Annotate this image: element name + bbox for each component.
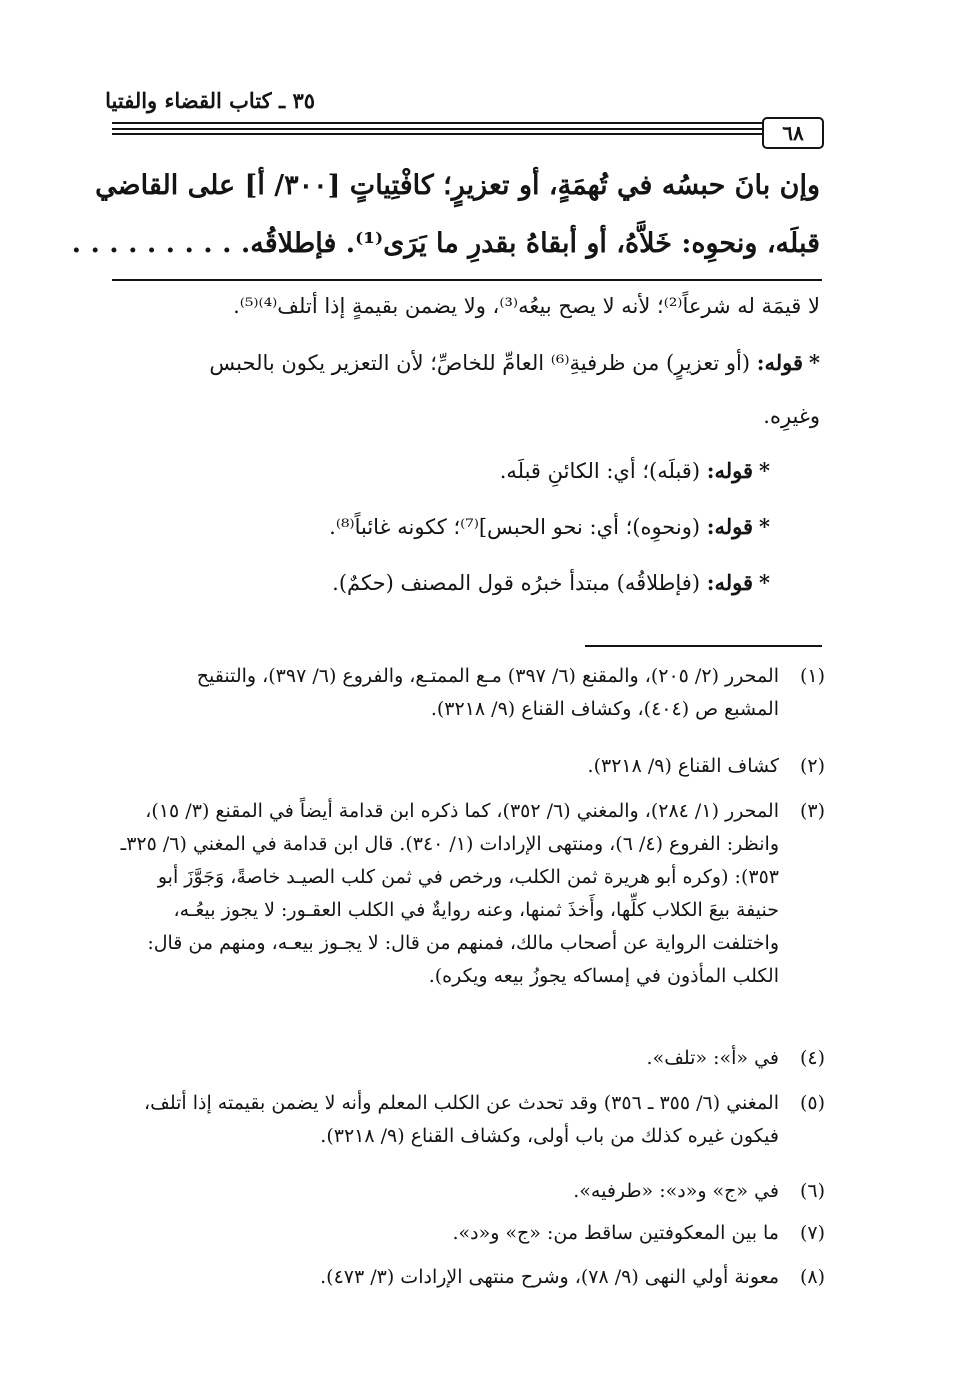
commentary-line-1: لا قيمَة له شرعاً⁽²⁾؛ لأنه لا يصح بيعُه⁽³⁾، ولا يضمن بقيمةٍ إذا أتلف⁽⁴⁾⁽⁵⁾. — [233, 294, 820, 318]
header-rule — [112, 122, 762, 124]
footnote-number: (٦) — [799, 1180, 825, 1202]
footnote-7 — [115, 1222, 825, 1244]
footnote-5 — [115, 1092, 825, 1147]
footnote-1 — [115, 665, 825, 720]
footnote-text-line: المغني (٦/ ٣٥٥ ـ ٣٥٦) وقد تحدث عن الكلب المعلم وأنه لا يضمن بقيمته إذا أتلف، — [144, 1092, 779, 1114]
star-bullet-icon: * — [809, 350, 820, 375]
footnote-text-line: معونة أولي النهى (٩/ ٧٨)، وشرح منتهى الإرادات (٣/ ٤٧٣). — [320, 1266, 779, 1288]
star-bullet-icon: * — [759, 514, 770, 539]
commentary-note-1-continuation: وغيرِه. — [763, 404, 820, 428]
note-text: (فإطلاقُه) مبتدأ خبرُه قول المصنف (حكمٌ). — [332, 571, 701, 595]
main-text-line-2: قبلَه، ونحوِه: خَلاَّهُ، أو أبقاهُ بقدرِ ما يَرَى⁽¹⁾. فإطلاقُه. . . . . . . . . . — [71, 228, 820, 259]
footnote-number: (٧) — [799, 1222, 825, 1244]
footnote-number: (٢) — [799, 755, 825, 777]
footnote-text-line: المحرر (١/ ٢٨٤)، والمغني (٦/ ٣٥٢)، كما ذكره ابن قدامة أيضاً في المقنع (٣/ ١٥)، — [145, 800, 779, 822]
footnote-2 — [115, 755, 825, 777]
footnote-8 — [115, 1266, 825, 1288]
footnote-text-line: واختلفت الرواية عن أصحاب مالك، فمنهم من قال: لا يجـوز بيعـه، ومنهم من قال: — [147, 932, 779, 954]
note-label: قوله: — [706, 514, 754, 539]
commentary-note-1 — [115, 350, 820, 375]
page-number: ٦٨ — [762, 117, 824, 149]
main-text-divider — [112, 279, 822, 281]
footnote-divider — [585, 645, 822, 647]
footnote-text-line: فيكون غيره كذلك من باب أولى، وكشاف القناع (٩/ ٣٢١٨). — [320, 1125, 779, 1147]
note-label: قوله: — [706, 458, 754, 483]
footnote-text-line: في «أ»: «تلف». — [646, 1047, 779, 1069]
note-text: (ونحوِه)؛ أي: نحو الحبس]⁽⁷⁾؛ ككونه غائباً⁽⁸⁾. — [329, 515, 701, 539]
star-bullet-icon: * — [759, 458, 770, 483]
footnote-text-line: المحرر (٢/ ٢٠٥)، والمقنع (٦/ ٣٩٧) مـع الممتـع، والفروع (٦/ ٣٩٧)، والتنقيح — [196, 665, 779, 687]
footnote-text-line: وانظر: الفروع (٤/ ٦)، ومنتهى الإرادات (١/ ٣٤٠). قال ابن قدامة في المغني (٦/ ٣٢٥ـ — [120, 833, 779, 855]
footnote-text-line: كشاف القناع (٩/ ٣٢١٨). — [587, 755, 779, 777]
footnote-6 — [115, 1180, 825, 1202]
footnote-number: (٨) — [799, 1266, 825, 1288]
footnote-number: (٥) — [799, 1092, 825, 1114]
footnote-number: (١) — [799, 665, 825, 687]
running-header-title: ٣٥ ـ كتاب القضاء والفتيا — [105, 88, 315, 113]
commentary-note-3 — [65, 514, 770, 539]
footnote-4 — [115, 1047, 825, 1069]
footnote-3 — [115, 800, 825, 987]
header-rule — [112, 133, 762, 135]
footnote-text-line: حنيفة بيعَ الكلاب كلِّها، وأَخذَ ثمنها، وعنه روايةٌ في الكلب العقـور: لا يجوز بيعُـه، — [173, 899, 779, 921]
footnote-text-line: الكلب المأذون في إمساكه يجوزُ بيعه ويكره). — [428, 965, 779, 987]
commentary-note-2 — [65, 458, 770, 483]
star-bullet-icon: * — [759, 570, 770, 595]
footnote-number: (٤) — [799, 1047, 825, 1069]
note-text: (قبلَه)؛ أي: الكائنِ قبلَه. — [499, 459, 701, 483]
footnote-text-line: المشبع ص (٤٠٤)، وكشاف القناع (٩/ ٣٢١٨). — [430, 698, 779, 720]
footnote-text-line: في «ج» و«د»: «طرفيه». — [573, 1180, 779, 1202]
note-label: قوله: — [706, 570, 754, 595]
footnote-text-line: ما بين المعكوفتين ساقط من: «ج» و«د». — [452, 1222, 779, 1244]
main-text-line-1: وإن بانَ حبسُه في تُهمَةٍ، أو تعزيرٍ؛ كافْتِياتٍ [٣٠٠/ أ] على القاضي — [95, 170, 820, 201]
note-label: قوله: — [756, 350, 804, 375]
note-text: (أو تعزيرٍ) من ظرفيةِ⁽⁶⁾ العامِّ للخاصِّ؛ لأن التعزير يكون بالحبس — [209, 351, 751, 375]
commentary-note-4 — [65, 570, 770, 595]
footnote-number: (٣) — [799, 800, 825, 822]
header-rule — [112, 128, 762, 130]
footnote-text-line: ٣٥٣): (وكره أبو هريرة ثمن الكلب، ورخص في ثمن كلب الصيـد خاصةً، وَجَوَّزَ أبو — [157, 866, 779, 888]
